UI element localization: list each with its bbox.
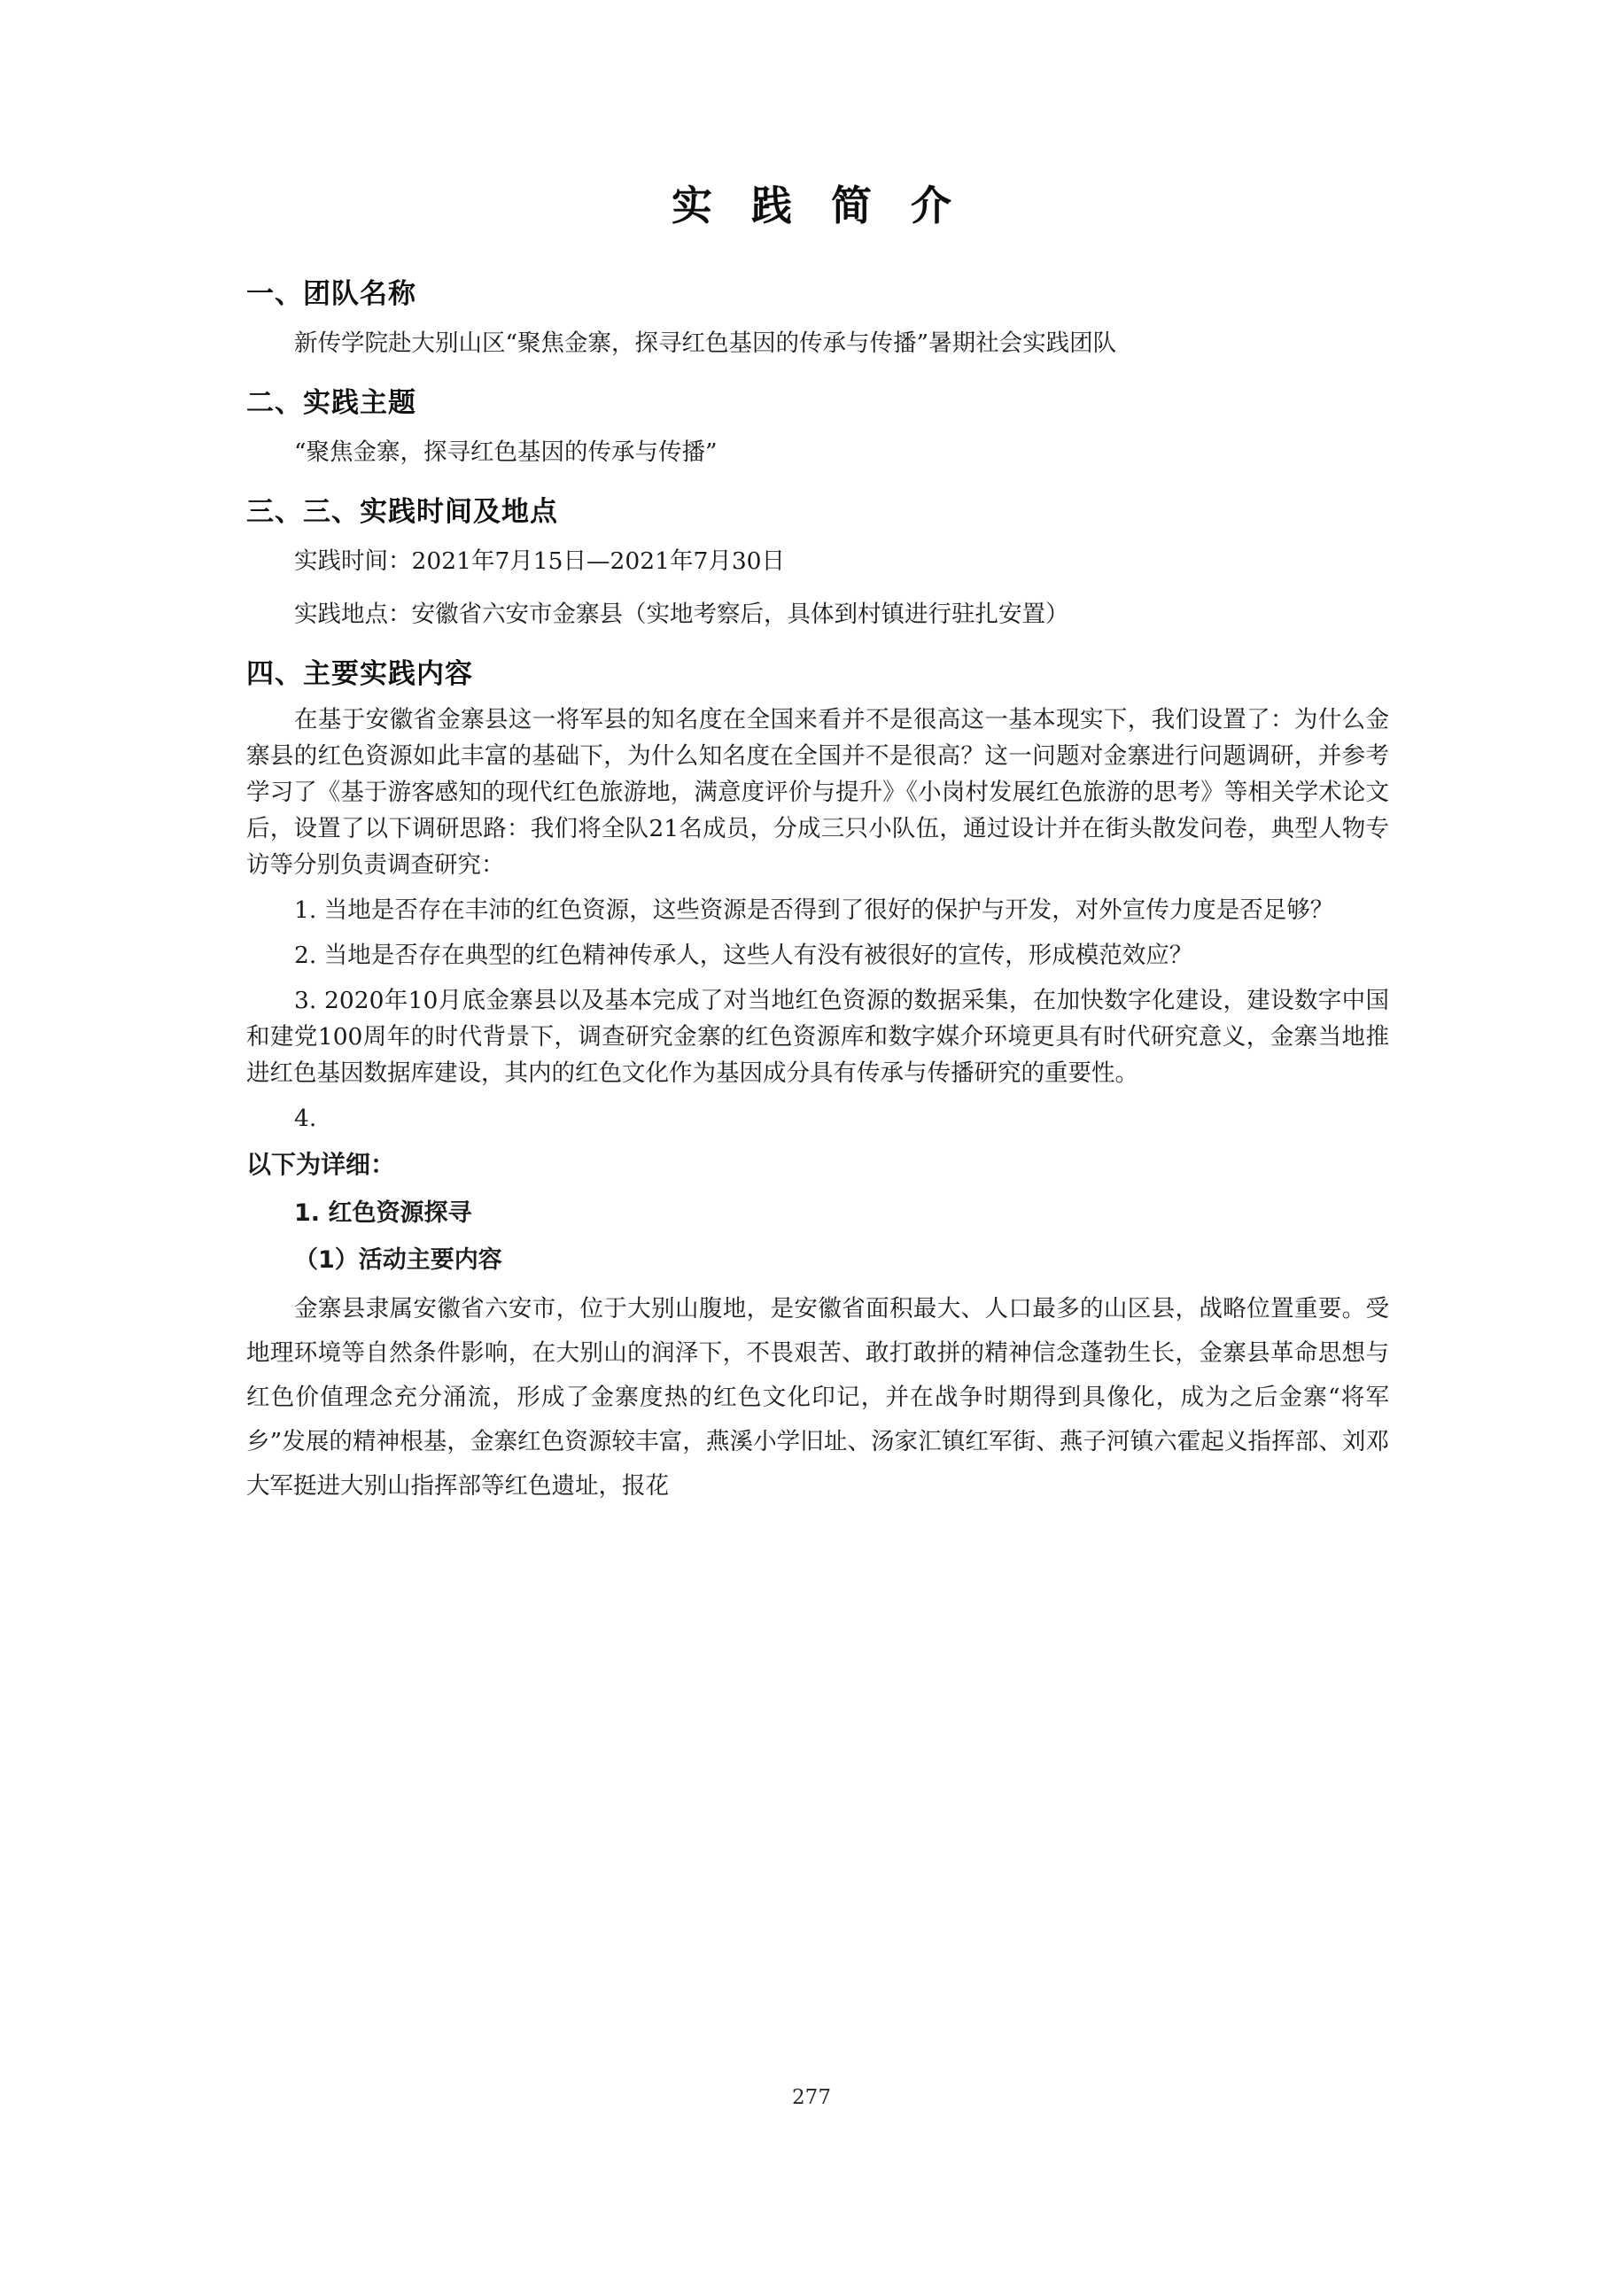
detail-label: 以下为详细： [246, 1150, 396, 1179]
sub-heading-activity-main-content: （1）活动主要内容 [294, 1246, 502, 1274]
section-heading-team-name: 一、团队名称 [246, 278, 416, 310]
section-heading-main-content: 四、主要实践内容 [246, 658, 473, 690]
paragraph-question-4: 4. [294, 1105, 317, 1132]
paragraph-practice-theme: “聚焦金寨，探寻红色基因的传承与传播” [294, 438, 718, 466]
paragraph-question-1: 1. 当地是否存在丰沛的红色资源，这些资源是否得到了很好的保护与开发，对外宣传力度是否足够？ [294, 896, 1334, 924]
paragraph-practice-time: 实践时间：2021年7月15日—2021年7月30日 [294, 547, 786, 575]
paragraph-question-2: 2. 当地是否存在典型的红色精神传承人，这些人有没有被很好的宣传，形成模范效应？ [294, 942, 1193, 969]
paragraph-research-background: 在基于安徽省金寨县这一将军县的知名度在全国来看并不是很高这一基本现实下，我们设置了：为什么金寨县的红色资源如此丰富的基础下，为什么知名度在全国并不是很高？这一问题对金寨进行问题调研，并参考学习了《基于游客感知的现代红色旅游地，满意度评价与提升》《小岗村发展红色旅游的思考》等相关学术论文后，设置了以下调研思路：我们将全队21名成员，分成三只小队伍，通过设计并在街头散发问卷，典型人物专访等分别负责调查研究： [246, 706, 1389, 879]
paragraph-practice-place: 实践地点：安徽省六安市金寨县（实地考察后，具体到村镇进行驻扎安置） [294, 601, 1069, 628]
page-number: 277 [792, 2086, 831, 2109]
document-body [246, 174, 1389, 1517]
paragraph-team-name: 新传学院赴大别山区“聚焦金寨，探寻红色基因的传承与传播”暑期社会实践团队 [294, 330, 1117, 357]
section-heading-time-place: 三、三、实践时间及地点 [246, 496, 558, 528]
paragraph-jinzhai-description: 金寨县隶属安徽省六安市，位于大别山腹地，是安徽省面积最大、人口最多的山区县，战略位置重要。受地理环境等自然条件影响，在大别山的润泽下，不畏艰苦、敢打敢拼的精神信念蓬勃生长，金寨县革命思想与红色价值理念充分涌流，形成了金寨度热的红色文化印记，并在战争时期得到具像化，成为之后金寨“将军乡”发展的精神根基，金寨红色资源较丰富，燕溪小学旧址、汤家汇镇红军街、燕子河镇六霍起义指挥部、刘邓大军挺进大别山指挥部等红色遗址，报花 [246, 1295, 1389, 1500]
section-heading-practice-theme: 二、实践主题 [246, 387, 416, 419]
paragraph-question-3: 3. 2020年10月底金寨县以及基本完成了对当地红色资源的数据采集，在加快数字化建设，建设数字中国和建党100周年的时代背景下，调查研究金寨的红色资源库和数字媒介环境更具有时代研究意义，金寨当地推进红色基因数据库建设，其内的红色文化作为基因成分具有传承与传播研究的重要性。 [246, 987, 1389, 1087]
sub-heading-red-resource-exploration: 1. 红色资源探寻 [294, 1199, 472, 1227]
page-title: 实 践 简 介 [671, 182, 965, 229]
